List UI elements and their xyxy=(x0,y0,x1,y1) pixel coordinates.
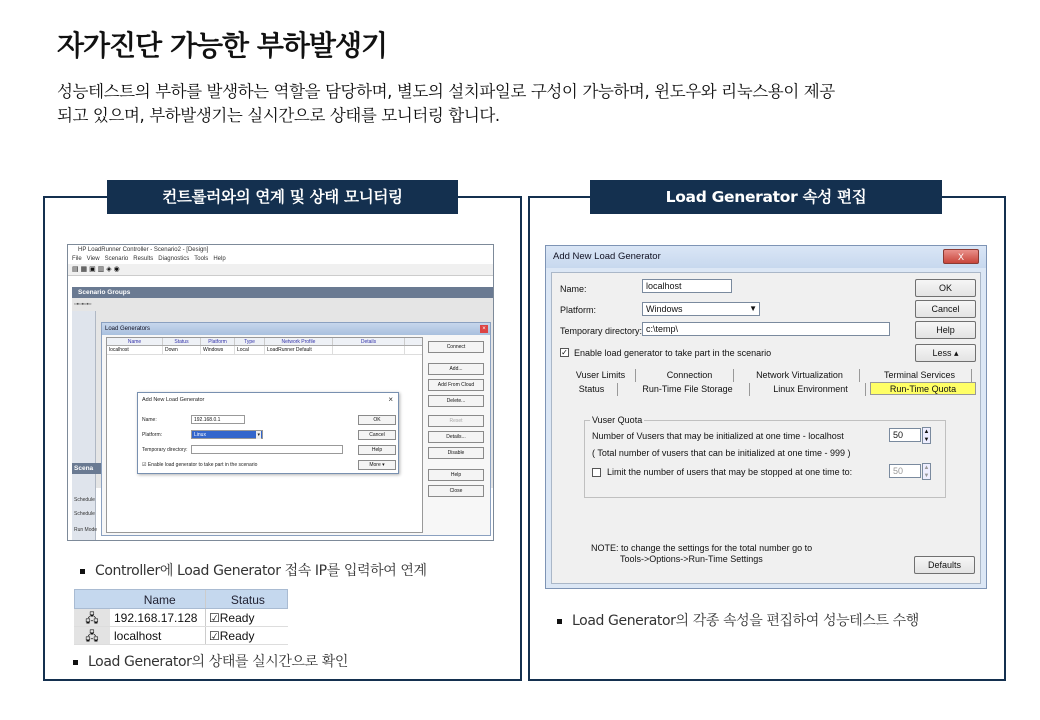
menu-tools[interactable]: Tools xyxy=(194,256,209,262)
row-name: 192.168.17.128 xyxy=(110,609,206,626)
bullet-dot xyxy=(73,660,78,665)
col-status[interactable]: Status xyxy=(163,338,201,345)
load-generators-title: Load Generators × xyxy=(102,323,490,335)
page-description xyxy=(57,80,1027,128)
row-name: localhost xyxy=(110,627,206,644)
limit-input[interactable]: 50 xyxy=(889,464,921,478)
menu-results[interactable]: Results xyxy=(133,256,154,262)
ok-button[interactable]: OK xyxy=(915,279,976,297)
tab-status[interactable]: Status xyxy=(566,383,618,396)
side-label-schedule-1: Schedule xyxy=(74,497,95,503)
table-header xyxy=(107,338,422,346)
cell-profile: LoadRunner Default xyxy=(265,346,333,354)
name-label: Name: xyxy=(142,417,157,423)
enable-label: Enable load generator to take part in the scenario xyxy=(574,348,772,358)
tab-runtime-quota[interactable]: Run-Time Quota xyxy=(870,382,976,395)
temp-dir-label: Temporary directory: xyxy=(142,447,188,453)
col-type[interactable]: Type xyxy=(235,338,265,345)
name-input[interactable]: localhost xyxy=(642,279,732,293)
load-generators-buttons xyxy=(428,341,488,501)
quota-spinner[interactable]: ▲ ▼ xyxy=(923,429,930,443)
col-platform[interactable]: Platform xyxy=(201,338,235,345)
side-label-schedule-2: Schedule xyxy=(74,511,95,517)
reset-button[interactable]: Reset xyxy=(428,415,484,427)
table-row[interactable] xyxy=(74,627,288,645)
vuser-quota-title: Vuser Quota xyxy=(592,415,643,425)
cancel-button[interactable]: Cancel xyxy=(915,300,976,318)
cell-type: Local xyxy=(235,346,265,354)
description-line-1: 성능테스트의 부하를 발생하는 역할을 담당하며, 별도의 설치파일로 구성이 가능하며, 윈도우와 리눅스용이 제공 xyxy=(57,82,835,101)
note-line-2: Tools->Options->Run-Time Settings xyxy=(620,554,763,564)
temp-dir-label: Temporary directory: xyxy=(560,326,643,336)
bullet-status-monitor: Load Generator의 상태를 실시간으로 확인 xyxy=(73,651,348,671)
note-line-1: NOTE: to change the settings for the total number go to xyxy=(591,543,813,553)
menu-view[interactable]: View xyxy=(86,256,100,262)
platform-label: Platform: xyxy=(142,432,163,438)
side-label-run-mode: Run Mode xyxy=(74,527,98,533)
status-table-header xyxy=(74,589,288,609)
header-status: Status xyxy=(230,593,265,607)
close-button[interactable]: Close xyxy=(428,485,484,497)
bullet-property-edit: Load Generator의 각종 속성을 편집하여 성능테스트 수행 xyxy=(557,610,919,630)
connect-button[interactable]: Connect xyxy=(428,341,484,353)
limit-spinner[interactable]: ▲ ▼ xyxy=(923,465,930,479)
mini-dialog-title: Add New Load Generator × xyxy=(138,393,398,407)
less-button[interactable]: Less ▴ xyxy=(915,344,976,362)
platform-label: Platform: xyxy=(560,305,597,315)
platform-select[interactable]: Linux ▾ xyxy=(191,430,263,439)
platform-select[interactable]: Windows ▼ xyxy=(642,302,760,316)
tab-connection[interactable]: Connection xyxy=(646,369,734,382)
add-from-cloud-button[interactable]: Add From Cloud xyxy=(428,379,484,391)
header-name: Name xyxy=(111,590,206,608)
add-button[interactable]: Add... xyxy=(428,363,484,375)
limit-checkbox[interactable] xyxy=(592,468,601,477)
menu-help[interactable]: Help xyxy=(213,256,226,262)
close-icon[interactable]: X xyxy=(943,249,979,264)
row-status: ☑Ready xyxy=(209,629,255,643)
close-icon[interactable]: × xyxy=(388,395,393,404)
controller-title-bar: HP LoadRunner Controller - Scenario2 - [Design] xyxy=(78,247,209,253)
name-input[interactable]: 192.168.0.1 xyxy=(191,415,245,424)
chevron-down-icon: ▾ xyxy=(257,432,260,438)
scenario-bar: Scena xyxy=(72,463,102,474)
generator-icon: 🖧 xyxy=(74,609,110,626)
limit-label: Limit the number of users that may be stopped at one time to: xyxy=(607,467,853,477)
tab-runtime-file-storage[interactable]: Run-Time File Storage xyxy=(626,383,750,396)
tab-terminal-services[interactable]: Terminal Services xyxy=(868,369,972,382)
cell-details xyxy=(333,346,405,354)
row-status: ☑Ready xyxy=(209,611,255,625)
scenario-groups-bar: Scenario Groups xyxy=(72,287,493,298)
menu-file[interactable]: File xyxy=(72,256,82,262)
disable-button[interactable]: Disable xyxy=(428,447,484,459)
help-button[interactable]: Help xyxy=(428,469,484,481)
cell-status: Down xyxy=(163,346,201,354)
left-panel-header: 컨트롤러와의 연계 및 상태 모니터링 xyxy=(107,180,458,214)
col-details[interactable]: Details xyxy=(333,338,405,345)
details-button[interactable]: Details... xyxy=(428,431,484,443)
controller-menu-bar xyxy=(68,255,493,264)
toolbar-icons[interactable]: ▤ ▦ ▣ ▥ ◈ ◉ xyxy=(72,266,120,273)
help-button[interactable]: Help xyxy=(915,321,976,339)
tab-linux-environment[interactable]: Linux Environment xyxy=(756,383,866,396)
close-icon[interactable]: × xyxy=(480,325,488,333)
cancel-button[interactable]: Cancel xyxy=(358,430,396,440)
menu-scenario[interactable]: Scenario xyxy=(104,256,129,262)
table-row[interactable] xyxy=(107,346,422,355)
chevron-down-icon: ▼ xyxy=(749,304,757,313)
delete-button[interactable]: Delete... xyxy=(428,395,484,407)
table-row[interactable] xyxy=(74,609,288,627)
help-button[interactable]: Help xyxy=(358,445,396,455)
menu-diagnostics[interactable]: Diagnostics xyxy=(158,256,190,262)
name-label: Name: xyxy=(560,284,587,294)
col-network-profile[interactable]: Network Profile xyxy=(265,338,333,345)
scenario-groups-toolbar[interactable]: ▫▪▫▪▫▪▫ xyxy=(74,301,92,308)
ok-button[interactable]: OK xyxy=(358,415,396,425)
controller-toolbar xyxy=(68,264,493,276)
defaults-button[interactable]: Defaults xyxy=(914,556,975,574)
status-table xyxy=(74,589,288,646)
temp-dir-input[interactable]: c:\temp\ xyxy=(642,322,890,336)
cell-name: localhost xyxy=(107,346,163,354)
cell-platform: Windows xyxy=(201,346,235,354)
bullet-dot xyxy=(80,569,85,574)
scenario-grid-column xyxy=(72,311,96,541)
temp-dir-input[interactable] xyxy=(191,445,343,454)
enable-checkbox[interactable]: ☑ Enable load generator to take part in the scenario xyxy=(142,462,258,468)
description-line-2: 되고 있으며, 부하발생기는 실시간으로 상태를 모니터링 합니다. xyxy=(57,106,500,125)
enable-checkbox[interactable]: ✓ xyxy=(561,348,568,357)
tab-network-virtualization[interactable]: Network Virtualization xyxy=(740,369,860,382)
quota-input[interactable]: 50 xyxy=(889,428,921,442)
total-label: ( Total number of vusers that can be initialized at one time - 999 ) xyxy=(592,448,851,458)
bullet-dot xyxy=(557,619,562,624)
page-title: 자가진단 가능한 부하발생기 xyxy=(57,29,388,62)
bullet-controller-link: Controller에 Load Generator 접속 IP를 입력하여 연계 xyxy=(80,560,427,580)
col-name[interactable]: Name xyxy=(107,338,163,345)
generator-icon: 🖧 xyxy=(74,627,110,644)
quota-label: Number of Vusers that may be initialized at one time - localhost xyxy=(592,431,844,441)
tab-vuser-limits[interactable]: Vuser Limits xyxy=(566,369,636,382)
dialog-title: Add New Load Generator X xyxy=(546,246,986,268)
more-button[interactable]: More ▾ xyxy=(358,460,396,470)
add-load-generator-mini-dialog xyxy=(137,392,399,474)
right-panel-header: Load Generator 속성 편집 xyxy=(590,180,942,214)
